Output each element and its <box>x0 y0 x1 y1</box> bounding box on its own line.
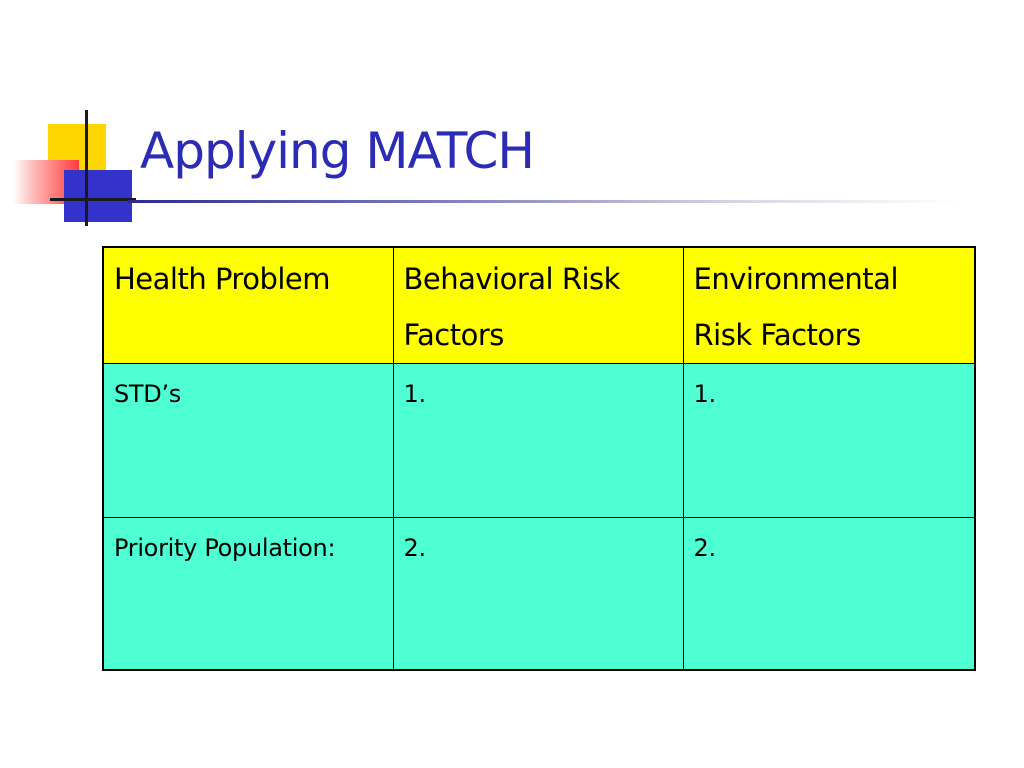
cell-behavioral-risk: 2. <box>393 518 683 670</box>
cell-environmental-risk: 1. <box>683 364 975 518</box>
cell-environmental-risk: 2. <box>683 518 975 670</box>
cell-health-problem: STD’s <box>103 364 393 518</box>
cell-priority-population: Priority Population: <box>103 518 393 670</box>
cell-behavioral-risk: 1. <box>393 364 683 518</box>
match-table <box>102 246 976 671</box>
header-health-problem: Health Problem <box>103 247 393 364</box>
slide-title: Applying MATCH <box>140 122 534 180</box>
decorative-vertical-line <box>85 110 88 226</box>
header-environmental-risk-factors: Environmental Risk Factors <box>683 247 975 364</box>
title-underline <box>128 200 958 203</box>
decorative-blue-square <box>64 170 132 222</box>
table-row <box>103 364 975 518</box>
decorative-horizontal-line <box>50 198 136 201</box>
table-row <box>103 518 975 670</box>
header-behavioral-risk-factors: Behavioral Risk Factors <box>393 247 683 364</box>
table-header-row <box>103 247 975 364</box>
